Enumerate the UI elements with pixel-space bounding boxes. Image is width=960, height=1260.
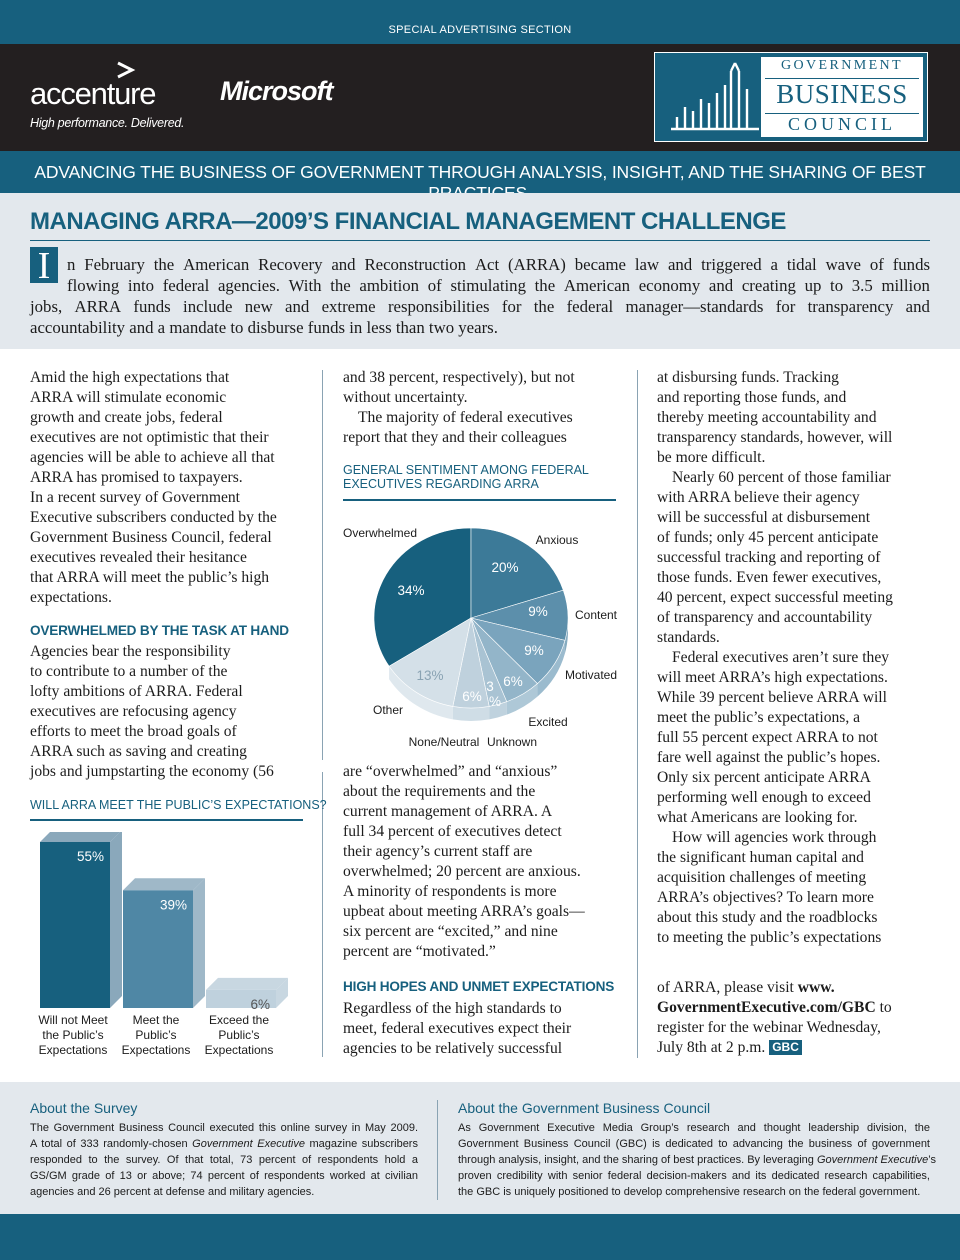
text-line: transparency standards, however, will (657, 429, 893, 446)
word: new (244, 297, 273, 316)
word: funds (133, 297, 171, 316)
word: With (288, 276, 322, 295)
text-line: about this study and the roadblocks (657, 909, 878, 926)
text-line: and 38 percent, respectively), but not (343, 369, 575, 386)
cta-text: register for the webinar Wednesday, (657, 1019, 881, 1036)
text-line: upbeat about meeting ARRA’s goals— (343, 903, 585, 920)
word: ARRA (74, 297, 122, 316)
word: the (533, 297, 555, 316)
word: 3.5 (851, 276, 873, 295)
gbc-line-government: GOVERNMENT (781, 58, 903, 73)
word: million (881, 276, 930, 295)
text-line: and reporting those funds, and (657, 389, 847, 406)
accenture-logo (30, 58, 190, 144)
text-line: of funds; only 45 percent anticipate (657, 529, 879, 546)
word: a (770, 255, 778, 274)
text-line: acquisition challenges of meeting (657, 869, 867, 886)
bar-side (110, 832, 122, 1008)
column-divider (322, 772, 323, 1057)
word: for (501, 297, 522, 316)
text-line: efforts to meet the broad goals of (30, 723, 237, 740)
pie-value-label: 6% (503, 674, 523, 689)
text-line: about the requirements and the (343, 783, 536, 800)
pie-category-label: None/Neutral (408, 735, 480, 749)
text-line: those funds. Even fewer executives, (657, 569, 882, 586)
text-line: executives are refocusing agency (30, 703, 237, 720)
pie-value-label: 6% (462, 689, 482, 704)
bar-chart-title: WILL ARRA MEET THE PUBLIC’S EXPECTATIONS? (30, 798, 327, 812)
word: for (775, 297, 796, 316)
footer-line: the GBC is uniquely positioned to develop comprehensive research on the federal government. (458, 1186, 921, 1198)
gbc-url-part[interactable]: www. (797, 979, 835, 996)
text-line: without uncertainty. (343, 389, 468, 406)
bar-category-label: Public’s (135, 1028, 177, 1042)
word: became (574, 255, 626, 274)
text-line: that ARRA will meet the public’s high (30, 569, 270, 586)
bar-category-label: Exceed the (208, 1013, 270, 1027)
text-line: growth and create jobs, federal (30, 409, 223, 426)
bar-category-label: Expectations (204, 1043, 274, 1057)
pie-value-label: % (488, 694, 502, 709)
column-2-text (343, 999, 571, 1059)
bar (40, 842, 110, 1008)
footer-line: Government Business Council (GBC) is dedicated to advancing the business of government (458, 1138, 930, 1150)
gbc-line-council: COUNCIL (788, 114, 896, 134)
text-line: While 39 percent believe ARRA will (657, 689, 887, 706)
title-rule (30, 240, 930, 241)
text-line: current management of ARRA. A (343, 803, 553, 820)
column-divider (322, 370, 323, 760)
bar-value-label: 39% (159, 897, 187, 913)
drop-cap: I (30, 247, 58, 283)
word: triggered (701, 255, 762, 274)
word: into (127, 276, 155, 295)
footer (0, 1082, 960, 1214)
pie-category-label: Overwhelmed (342, 526, 418, 540)
pie-value-label: 9% (524, 643, 544, 658)
tagline: ADVANCING THE BUSINESS OF GOVERNMENT THROUGH ANALYSIS, INSIGHT, AND THE SHARING OF BEST (34, 162, 926, 182)
word: agencies. (217, 276, 280, 295)
gbc-badge: GBC (769, 1040, 802, 1055)
text-line: expectations. (30, 589, 112, 606)
text-line: their agency’s current staff are (343, 843, 533, 860)
word: February (84, 255, 145, 274)
cta-text: July 8th at 2 p.m. (657, 1039, 770, 1056)
bar-side (193, 878, 205, 1008)
bar-category-label: the Public’s (42, 1028, 104, 1042)
column-3-text (657, 368, 893, 948)
text-line: performing well enough to exceed (657, 789, 871, 806)
word: manager—standards (625, 297, 764, 316)
cta-text: of ARRA, please visit (657, 979, 798, 996)
word: n (67, 255, 76, 274)
text-line: full 55 percent expect ARRA to not (657, 729, 878, 746)
text-line: The majority of federal executives (358, 409, 573, 426)
intro-line (67, 275, 930, 296)
footer-line: through analysis, insight, and the sharing of best practices. By leveraging Government Executive’s (458, 1154, 936, 1166)
bar-category-label: Meet the (132, 1013, 180, 1027)
word: of (427, 276, 442, 295)
word: the (153, 255, 175, 274)
pie-slice-side (453, 706, 489, 721)
pie-chart-title: GENERAL SENTIMENT AMONG FEDERAL EXECUTIVES REGARDING ARRA (343, 463, 589, 491)
text-line: lofty ambitions of ARRA. Federal (30, 683, 243, 700)
text-line: executives revealed their hesitance (30, 549, 247, 566)
word: and (331, 255, 356, 274)
text-line: be more difficult. (657, 449, 766, 466)
column-2-text (343, 762, 585, 962)
section-heading: HIGH HOPES AND UNMET EXPECTATIONS (343, 979, 615, 994)
word: (ARRA) (508, 255, 566, 274)
word: federal (566, 297, 614, 316)
column-1-text (30, 642, 274, 782)
word: Act (474, 255, 500, 274)
intro-section (0, 193, 960, 349)
word: extreme (321, 297, 376, 316)
pie-category-label: Unknown (486, 735, 538, 749)
word: up (804, 276, 822, 295)
bar-chart (30, 832, 310, 1064)
text-line: what Americans are looking for. (657, 809, 858, 826)
bar-category-label: Expectations (38, 1043, 108, 1057)
footer-line: proven credibility with senior federal decision-makers and its dedicated research capabilities, (458, 1170, 930, 1182)
intro-line (67, 254, 930, 275)
footer-line: agencies and 26 percent at defense and military agencies. (30, 1186, 315, 1198)
word: economy (638, 276, 701, 295)
chart-title-rule (30, 819, 303, 821)
word: of (869, 255, 884, 274)
text-line: with ARRA believe their agency (657, 489, 860, 506)
column-divider (637, 370, 638, 1058)
text-line: will meet ARRA’s high expectations. (657, 669, 888, 686)
word: transparency (807, 297, 894, 316)
text-line: ARRA has promised to taxpayers. (30, 469, 243, 486)
accenture-wordmark: accenture (30, 76, 156, 111)
pie-category-label: Motivated (564, 668, 618, 682)
word: Recovery (258, 255, 323, 274)
text-line: thereby meeting accountability and (657, 409, 877, 426)
column-2-text (343, 368, 575, 448)
pie-category-label: Excited (528, 715, 568, 729)
pie-value-label: 20% (491, 560, 519, 575)
footer-line: responded to the survey. Of that total, 73 percent of respondents hold a (30, 1154, 418, 1166)
word: wave (825, 255, 861, 274)
accenture-tagline: High performance. Delivered. (30, 116, 185, 130)
footer-line: GS/GM grade of 13 or above; 74 percent of respondents worked at civilian (30, 1170, 418, 1182)
gbc-wordmark (761, 57, 923, 137)
bar-value-label: 55% (76, 849, 104, 864)
word: stimulating (450, 276, 526, 295)
word: federal (162, 276, 210, 295)
text-line: Federal executives aren’t sure they (672, 649, 890, 666)
word: creating (741, 276, 796, 295)
text-line: 40 percent, expect successful meeting (657, 589, 893, 606)
text-line: percent are “motivated.” (343, 943, 496, 960)
word: the (330, 276, 351, 295)
pie-category-label: Other (372, 703, 404, 717)
word: American (183, 255, 250, 274)
bar-value-label: 6% (250, 996, 270, 1012)
bar-top (123, 878, 205, 890)
text-line: full 34 percent of executives detect (343, 823, 562, 840)
microsoft-logo: Microsoft (220, 76, 333, 106)
word: jobs, (30, 297, 63, 316)
pie-category-label: Content (574, 608, 618, 622)
pie-value-label: 3 (486, 679, 494, 694)
column-1-text (30, 368, 277, 608)
section-heading: OVERWHELMED BY THE TASK AT HAND (30, 623, 289, 638)
bottom-banner (0, 1214, 960, 1260)
text-line: fare well against the public’s hopes. (657, 749, 881, 766)
text-line: successful tracking and reporting of (657, 549, 881, 566)
intro-line (30, 296, 930, 317)
text-line: to contribute to a number of the (30, 663, 228, 680)
word: Reconstruction (364, 255, 467, 274)
text-line: Executive subscribers conducted by the (30, 509, 277, 526)
text-line: Agencies bear the responsibility (30, 643, 231, 660)
pie-chart (340, 512, 630, 758)
word: and (667, 255, 693, 274)
bar-top (40, 832, 122, 842)
tagline-band (0, 151, 960, 193)
pie-value-label: 13% (416, 668, 444, 683)
text-line: to meeting the public’s expectations (657, 929, 882, 946)
footer-gbc-text (458, 1120, 936, 1200)
text-line: the significant human capital and (657, 849, 864, 866)
pie-value-label: 9% (528, 604, 548, 619)
text-line: ARRA will stimulate economic (30, 389, 227, 406)
page-title: MANAGING ARRA—2009’S FINANCIAL MANAGEMENT CHALLENGE (30, 208, 786, 235)
word: American (563, 276, 631, 295)
text-line: agencies to be relatively successful (343, 1040, 563, 1057)
text-line: meet, federal executives expect their (343, 1020, 572, 1037)
special-section-label: SPECIAL ADVERTISING SECTION (388, 24, 572, 36)
text-line: report that they and their colleagues (343, 429, 567, 446)
top-banner (0, 0, 960, 44)
text-line: at disbursing funds. Tracking (657, 369, 839, 386)
text-line: Amid the high expectations that (30, 369, 230, 386)
footer-line: The Government Business Council executed this online survey in May 2009. (30, 1122, 418, 1134)
text-line: ARRA such as saving and creating (30, 743, 247, 760)
text-line: meet the public’s expectations, a (657, 709, 861, 726)
footer-survey-text (30, 1120, 418, 1200)
word: flowing (67, 276, 120, 295)
word: and (708, 276, 734, 295)
pie-category-label: Anxious (535, 533, 579, 547)
text-line: Nearly 60 percent of those familiar (672, 469, 891, 486)
text-line: agencies will be able to achieve all that (30, 449, 275, 466)
skyline-icon (663, 59, 763, 135)
footer-divider (437, 1100, 438, 1200)
bar-category-label: Will not Meet (38, 1013, 108, 1027)
intro-line: accountability and a mandate to disburse funds in less than two years. (30, 318, 498, 337)
footer-line: A total of 333 randomly-chosen Government Executive magazine subscribers (30, 1138, 418, 1150)
text-line: How will agencies work through (672, 829, 877, 846)
word: and (905, 297, 930, 316)
gbc-line-business: BUSINESS (776, 79, 908, 109)
text-line: executives are not optimistic that their (30, 429, 269, 446)
word: funds (892, 255, 930, 274)
footer-heading-gbc: About the Government Business Council (458, 1100, 711, 1116)
text-line: Regardless of the high standards to (343, 1000, 562, 1017)
text-line: of transparency and accountability (657, 609, 873, 626)
text-line: six percent are “excited,” and nine (343, 923, 558, 940)
word: to (830, 276, 844, 295)
column-3-cta (657, 978, 892, 1058)
word: tidal (786, 255, 817, 274)
word: include (183, 297, 233, 316)
chart-title-rule (343, 499, 616, 501)
word: the (534, 276, 556, 295)
pie-value-label: 34% (397, 583, 425, 598)
text-line: Only six percent anticipate ARRA (657, 769, 871, 786)
text-line: In a recent survey of Government (30, 489, 240, 506)
gbc-url-link[interactable]: GovernmentExecutive.com/GBC (657, 999, 876, 1016)
bar-category-label: Expectations (121, 1043, 191, 1057)
text-line: standards. (657, 629, 720, 646)
text-line: A minority of respondents is more (343, 883, 557, 900)
text-line: ARRA’s objectives? To learn more (657, 889, 874, 906)
word: ambition (359, 276, 420, 295)
text-line: will be successful at disbursement (657, 509, 871, 526)
word: law (634, 255, 660, 274)
word: and (285, 297, 310, 316)
cta-text: to (875, 999, 892, 1016)
footer-line: As Government Executive Media Group’s research and thought leadership division, the (458, 1122, 930, 1134)
text-line: overwhelmed; 20 percent are anxious. (343, 863, 581, 880)
text-line: are “overwhelmed” and “anxious” (343, 763, 558, 780)
text-line: jobs and jumpstarting the economy (56 (30, 763, 274, 780)
word: responsibilities (387, 297, 490, 316)
gbc-logo (654, 52, 928, 142)
bar-top (206, 978, 288, 990)
text-line: Government Business Council, federal (30, 529, 272, 546)
footer-heading-survey: About the Survey (30, 1100, 138, 1116)
bar-category-label: Public’s (218, 1028, 260, 1042)
